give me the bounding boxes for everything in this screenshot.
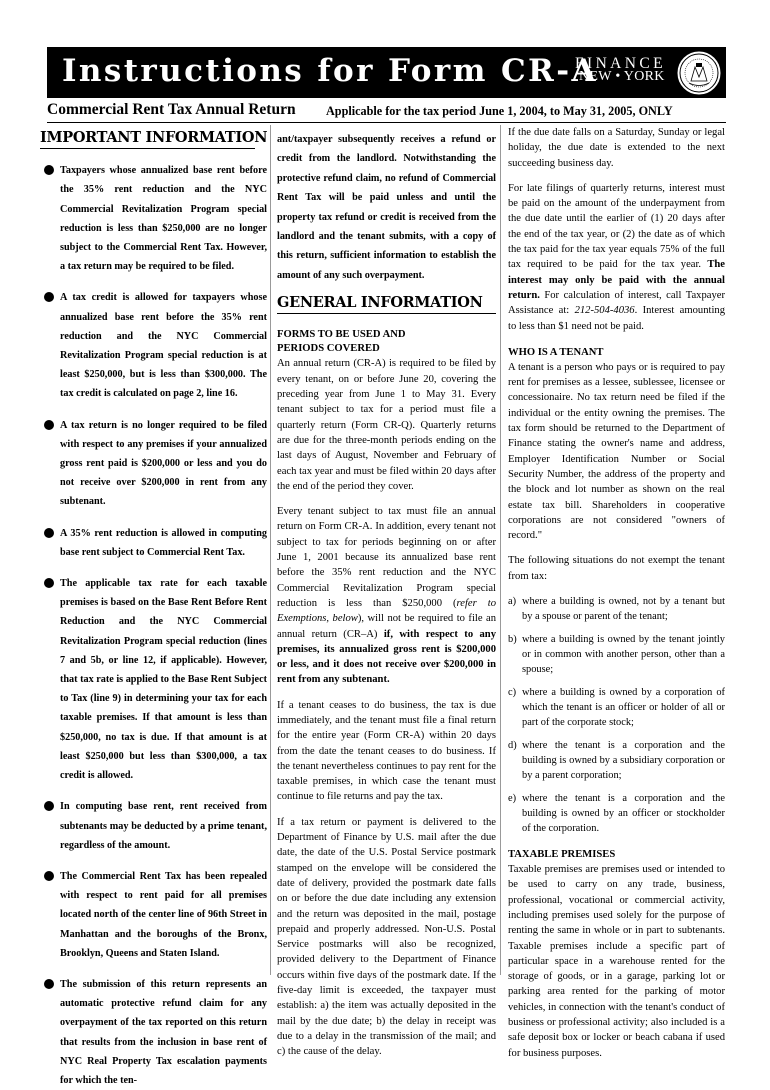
bullet-item: In computing base rent, rent received from subtenants may be deducted by a prime tenant, regardless of the amount. (40, 797, 267, 855)
list-item: e) where the tenant is a corporation and the building is owned by an officer or stockholder of the corporation. (508, 793, 725, 835)
column-general-information (277, 130, 496, 1070)
bullet-item: Taxpayers whose annualized base rent before the 35% rent reduction and the NYC Commercial Revitalization Program special reduction is less than $250,000 are no longer subject to the Commercial Rent Tax. However, a tax return may be required to be filed. (40, 161, 267, 276)
protective-refund-continuation: ant/taxpayer subsequently receives a refund or credit from the landlord. Notwithstanding the protective refund claim, no refund of Commercial Rent Tax will be paid unless and until the property tax refund or credit is received from the landlord and the tenant submits, with a copy of this return, sufficient information to establish the amount of any such overpayment. (277, 134, 496, 281)
form-subtitle: Commercial Rent Tax Annual Return (47, 101, 296, 118)
document-title: Instructions for Form CR-A (62, 53, 598, 89)
bullet-item: A 35% rent reduction is allowed in computing base rent subject to Commercial Rent Tax. (40, 524, 267, 562)
list-item: c) where a building is owned by a corporation of which the tenant is an officer or holder of all or part of the corporate stock; (508, 687, 725, 729)
bullet-icon (44, 528, 54, 538)
taxable-premises-heading: TAXABLE PREMISES (508, 849, 616, 861)
bullet-icon (44, 165, 54, 175)
situations-list (508, 594, 725, 836)
paragraph: For late filings of quarterly returns, interest must be paid on the amount of the underpayment from the due date until the earlier of (1) 20 days after the end of the tax year, or (2) the date as of which the tax paid for the tax year equals 75% of the full tax required to be paid for the tax year. The interest may only be paid with the annual return. For calculation of interest, call Taxpayer Assistance at: 212-504-4036. Interest amounting to less than $1 need not be paid. (508, 182, 725, 332)
phone-number: 212-504-4036 (574, 305, 635, 317)
who-is-a-tenant-heading: WHO IS A TENANT (508, 346, 604, 358)
paragraph: Taxable premises are premises used or intended to be used to carry on any trade, business, professional, vocational or commercial activity, including premises used solely for the purpose of renting the same in whole or in part to subtenants. Taxable premises include a specific part of particular space in a warehouse rented for the storage of goods, or in a garage, parking lot or parking area rented for the parking of motor vehicles, in connection with the tenant's conduct of business or professional activity; also included is a safe deposit box or locker or beach cabana if used for business purposes. (508, 864, 725, 1059)
finance-label: FINANCE (575, 55, 666, 72)
title-banner (47, 47, 726, 98)
list-item: d) where the tenant is a corporation and the building is owned by a subsidiary corporation or by a parent corporation; (508, 740, 725, 782)
bullet-icon (44, 801, 54, 811)
bullet-item: A tax credit is allowed for taxpayers whose annualized base rent before the 35% rent reduction and the NYC Commercial Revitalization Program special reduction is at least $250,000, but is less than $300,000. The tax credit is calculated on page 2, line 16. (40, 288, 267, 403)
bullet-item: The applicable tax rate for each taxable premises is based on the Base Rent Before Rent Reduction and the NYC Commercial Revitalization Program special reduction (lines 7 and 5b, or line 12, if applicable). However, that tax rate is applied to the Base Rent Subject to Tax (line 9) in determining your tax for each taxable premises. If that amount is less than $250,000, no tax is due. If that amount is at least $250,000 but less than $300,000, a tax credit is allowed. (40, 574, 267, 785)
column-important-information (40, 130, 267, 1090)
new-york-label: NEW • YORK (579, 69, 665, 84)
paragraph: Every tenant subject to tax must file an annual return on Form CR-A. In addition, every tenant not subject to tax for periods beginning on or after June 1, 2001 because its annualized base rent before the 35% rent reduction and the NYC Commercial Revitalization Program special reduction is less than $250,000 (refer to Exemptions, below), will not be required to file an annual return (CR–A) if, with respect to any premises, its annualized gross rent is $200,000 or less, and it does not receive over $200,000 in rent from any subtenant. (277, 506, 497, 686)
paragraph: If a tax return or payment is delivered to the Department of Finance by U.S. mail after the due date, the date of the U.S. Postal Service postmark stamped on the envelope will be considered the date of delivery, provided the postmark date falls on or before the due date including any extension and the return was deposited in the mail, postage prepaid and properly addressed. Non-U.S. Postal Service postmarks will also be recognized, provided delivery to the Department of Finance occurs within five days of the postmark date. If the five-day limit is exceeded, the taxpayer must establish: a) the item was actually deposited in the mail by the due date; b) the delay in receipt was due to a delay in the transmission of the mail; and c) the cause of the delay. (277, 816, 496, 1058)
bullet-icon (44, 578, 54, 588)
periods-heading: PERIODS COVERED (277, 343, 380, 355)
forms-heading: FORMS TO BE USED AND (277, 329, 406, 341)
column-tenant-information (508, 125, 725, 1071)
paragraph: A tenant is a person who pays or is required to pay rent for premises as a lessee, sublessee, licensee or concessionaire. No tax return need be filed if the individual or the entity owning the premises. The tax form should be returned to the Department of Finance stating the owner's name and address, Employer Identification Number or Social Security Number, the address of the property and the block and lot number as shown on the real estate tax bill. Shareholders in cooperative corporations are not considered "owners of record." (508, 361, 725, 542)
bullet-item: The submission of this return represents an automatic protective refund claim for any overpayment of the tax reported on this return that results from the inclusion in base rent of NYC Real Property Tax escalation payments for which the ten- (40, 975, 267, 1090)
paragraph: If the due date falls on a Saturday, Sunday or legal holiday, the due date is extended to the next succeeding business day. (508, 127, 725, 169)
paragraph: If a tenant ceases to do business, the tax is due immediately, and the tenant must file a final return for the entire year (Form CR-A) within 20 days from the date the tenant ceases to do business. If the tenant nevertheless continues to pay rent for the taxable premises, in which case the tenant must continue to file returns and pay the tax. (277, 699, 496, 803)
bullet-icon (44, 871, 54, 881)
header-divider (47, 122, 726, 123)
paragraph: The following situations do not exempt the tenant from tax: (508, 555, 725, 582)
bullet-icon (44, 292, 54, 302)
column-divider (500, 125, 501, 975)
bullet-icon (44, 979, 54, 989)
bullet-item: A tax return is no longer required to be filed with respect to any premises if your annualized gross rent paid is $200,000 or less and you do not receive over $200,000 in rent from any subtenant. (40, 416, 267, 512)
list-item: a) where a building is owned, not by a tenant but by a spouse or parent of the tenant; (508, 596, 725, 623)
column-divider (270, 125, 271, 975)
paragraph: An annual return (CR-A) is required to be filed by every tenant, on or before June 20, covering the preceding year from June 1 to May 31. Every tenant subject to tax for a period must file a quarterly return (Form CR-Q). Quarterly returns are due for the three-month periods ending on the last days of August, November and February of each tax year and must be filed within 20 days after the end of the period they cover. (277, 358, 496, 492)
tax-period: Applicable for the tax period June 1, 2004, to May 31, 2005, ONLY (326, 104, 673, 118)
important-information-heading: IMPORTANT INFORMATION (40, 130, 255, 149)
nyc-seal-icon (677, 51, 721, 95)
general-information-heading: GENERAL INFORMATION (277, 295, 496, 314)
bullet-icon (44, 420, 54, 430)
bullet-item: The Commercial Rent Tax has been repealed with respect to rent paid for all premises located north of the center line of 96th Street in Manhattan and the boroughs of the Bronx, Brooklyn, Queens and Staten Island. (40, 867, 267, 963)
list-item: b) where a building is owned by the tenant jointly or in common with another person, other than a spouse; (508, 634, 725, 676)
